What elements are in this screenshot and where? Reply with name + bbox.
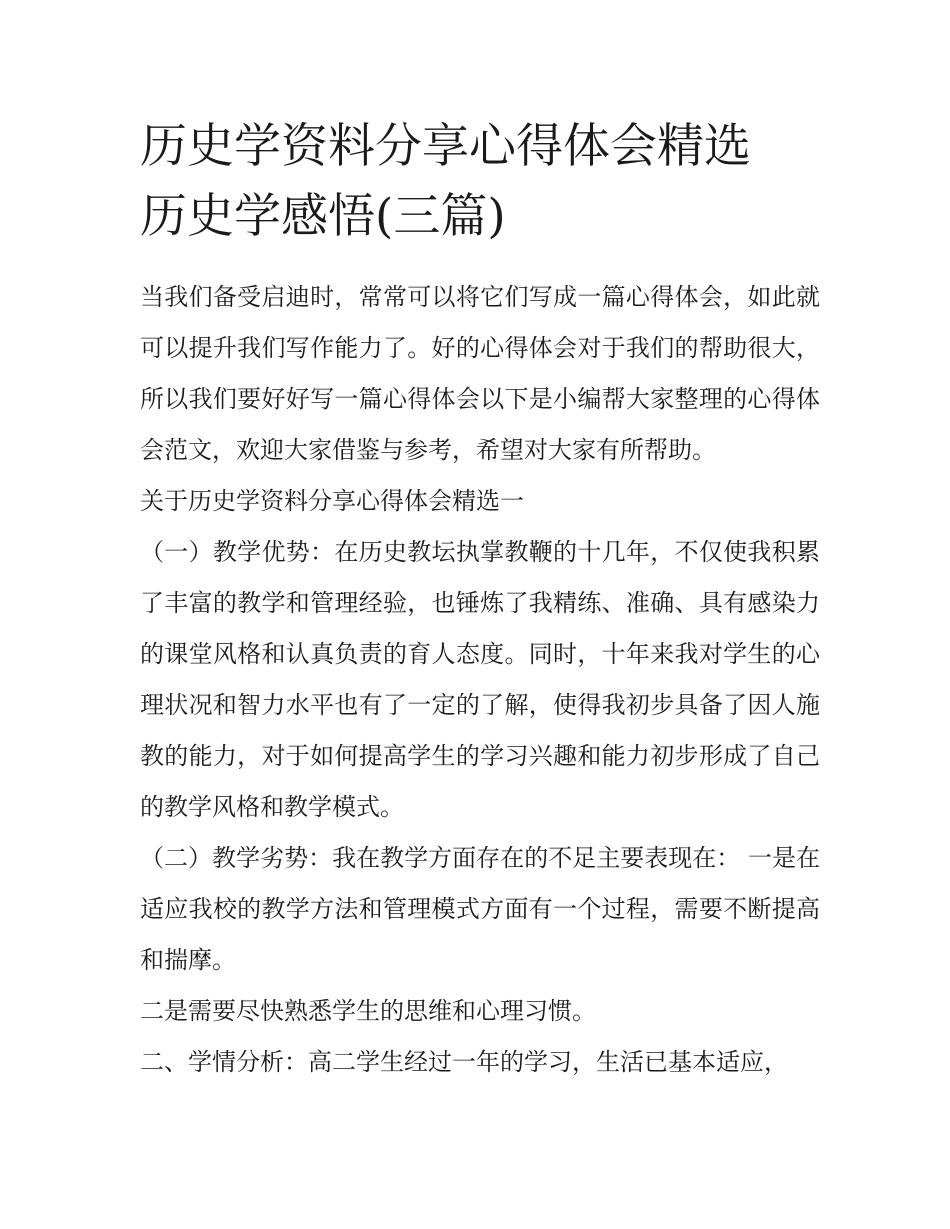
- paragraph-student-habits: 二是需要尽快熟悉学生的思维和心理习惯。: [140, 997, 596, 1025]
- paragraph-student-analysis: 二、学情分析：高二学生经过一年的学习，生活已基本适应，: [140, 1048, 788, 1076]
- title-line-2: 历史学感悟(三篇): [140, 189, 506, 244]
- title-line-1: 历史学资料分享心得体会精选: [140, 119, 751, 174]
- document-title: [140, 112, 820, 252]
- paragraph-teaching-weaknesses: （二）教学劣势：我在教学方面存在的不足主要表现在： 一是在适应我校的教学方法和管理模式方面有一个过程，需要不断提高和揣摩。: [140, 844, 820, 974]
- paragraph-section-heading: 关于历史学资料分享心得体会精选一: [140, 487, 524, 515]
- paragraph-intro: 当我们备受启迪时，常常可以将它们写成一篇心得体会，如此就可以提升我们写作能力了。好的心得体会对于我们的帮助很大，所以我们要好好写一篇心得体会以下是小编帮大家整理的心得体会范文，欢迎大家借鉴与参考，希望对大家有所帮助。: [140, 283, 820, 464]
- document-page: [140, 112, 820, 1088]
- paragraph-teaching-strengths: （一）教学优势：在历史教坛执掌教鞭的十几年，不仅使我积累了丰富的教学和管理经验，也锤炼了我精练、准确、具有感染力的课堂风格和认真负责的育人态度。同时，十年来我对学生的心理状况和智力水平也有了一定的了解，使得我初步具备了因人施教的能力，对于如何提高学生的学习兴趣和能力初步形成了自己的教学风格和教学模式。: [140, 538, 820, 821]
- document-body: [140, 272, 820, 1088]
